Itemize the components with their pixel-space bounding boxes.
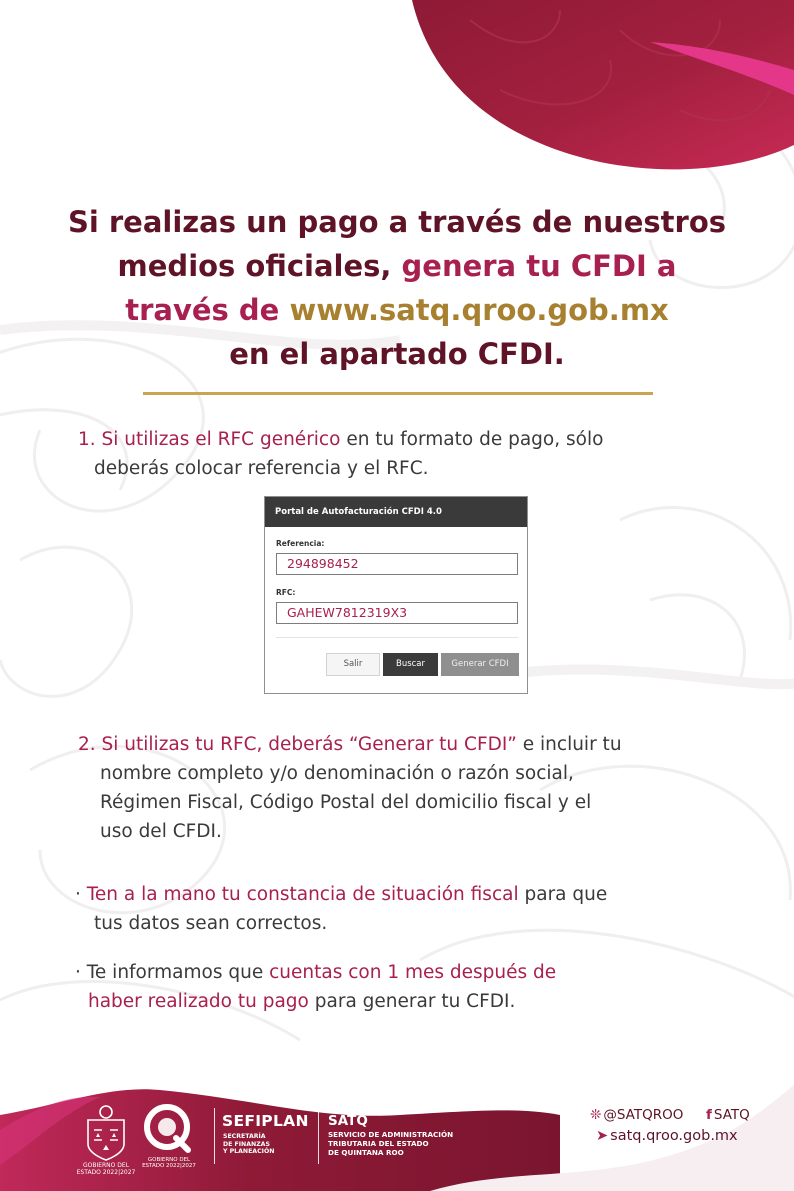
satq-line-3: DE QUINTANA ROO (328, 1148, 404, 1157)
sefiplan-subtitle (223, 1133, 313, 1156)
generar-cfdi-button[interactable]: Generar CFDI (441, 653, 519, 676)
note-1-line-2: tus datos sean correctos. (94, 913, 328, 934)
facebook-link[interactable] (706, 1107, 750, 1123)
headline-line-4: en el apartado CFDI. (229, 337, 565, 371)
q-logo-caption: GOBIERNO DEL ESTADO 2022|2027 (142, 1157, 196, 1169)
note-2-text-b: para generar tu CFDI. (308, 991, 516, 1012)
facebook-handle: SATQ (713, 1107, 750, 1123)
step-2-line-2: nombre completo y/o denominación o razón social, (100, 763, 574, 784)
portal-divider (276, 637, 518, 638)
state-coat-of-arms-icon (80, 1102, 132, 1164)
headline-line-2 (60, 244, 734, 288)
headline-line-1: Si realizas un pago a través de nuestros (67, 205, 727, 239)
sefiplan-line-1: SECRETARÍA (223, 1133, 266, 1140)
sefiplan-title: SEFIPLAN (222, 1112, 309, 1130)
note-2-text-a: · Te informamos que (75, 962, 270, 983)
twitter-handle: @SATQROO (603, 1107, 684, 1123)
note-2-text (75, 958, 735, 1016)
twitter-icon: ❊ (590, 1107, 602, 1123)
note-2-highlight-a: cuentas con 1 mes después de (269, 962, 557, 983)
step-2-line-4: uso del CFDI. (100, 821, 222, 842)
website-url: satq.qroo.gob.mx (610, 1128, 738, 1144)
gold-divider (143, 392, 653, 395)
cursor-icon: ➤ (596, 1128, 609, 1144)
footer-separator-1 (214, 1108, 215, 1164)
referencia-label: Referencia: (276, 539, 325, 548)
satq-subtitle (328, 1130, 488, 1157)
sefiplan-line-2: DE FINANZAS (223, 1140, 270, 1148)
rfc-input[interactable]: GAHEW7812319X3 (276, 602, 518, 624)
note-1-highlight: Ten a la mano tu constancia de situación fiscal (86, 884, 519, 905)
headline (60, 200, 734, 376)
twitter-link[interactable] (590, 1107, 683, 1123)
website-link[interactable]: www.satq.qroo.gob.mx (289, 293, 669, 327)
portal-title: Portal de Autofacturación CFDI 4.0 (265, 497, 527, 527)
step-1-text-b: deberás colocar referencia y el RFC. (94, 458, 429, 479)
website-footer-link[interactable] (596, 1128, 738, 1144)
note-2-highlight-b: haber realizado tu pago (88, 991, 309, 1012)
salir-button[interactable]: Salir (326, 653, 380, 676)
step-2-text (78, 730, 728, 846)
note-1-bullet: · (75, 884, 87, 905)
step-2-highlight: 2. Si utilizas tu RFC, deberás “Generar tu CFDI” (78, 734, 517, 755)
referencia-input[interactable]: 294898452 (276, 553, 518, 575)
step-2-text-a: e incluir tu (516, 734, 622, 755)
portal-screenshot (264, 496, 528, 694)
satq-line-1: SERVICIO DE ADMINISTRACIÓN (328, 1130, 454, 1139)
satq-title: SATQ (328, 1113, 368, 1129)
step-2-line-3: Régimen Fiscal, Código Postal del domicilio fiscal y el (100, 792, 592, 813)
headline-line-3a: través de (125, 293, 290, 327)
step-1-text-a: en tu formato de pago, sólo (340, 429, 604, 450)
rfc-label: RFC: (276, 588, 296, 597)
buscar-button[interactable]: Buscar (383, 653, 438, 676)
headline-line-3 (60, 288, 734, 332)
step-1-highlight: 1. Si utilizas el RFC genérico (78, 429, 341, 450)
quintana-roo-q-logo-icon (142, 1102, 194, 1154)
satq-line-2: TRIBUTARIA DEL ESTADO (328, 1139, 429, 1148)
headline-line-2a: medios oficiales, (117, 249, 402, 283)
headline-line-2b: genera tu CFDI a (401, 249, 677, 283)
facebook-icon: f (706, 1107, 712, 1123)
step-1-text (78, 425, 728, 483)
footer-separator-2 (318, 1108, 319, 1164)
note-1-text (75, 880, 735, 938)
gob-logo-caption: GOBIERNO DEL ESTADO 2022|2027 (76, 1162, 136, 1176)
note-1-text-a: para que (518, 884, 608, 905)
sefiplan-line-3: Y PLANEACIÓN (223, 1148, 275, 1155)
